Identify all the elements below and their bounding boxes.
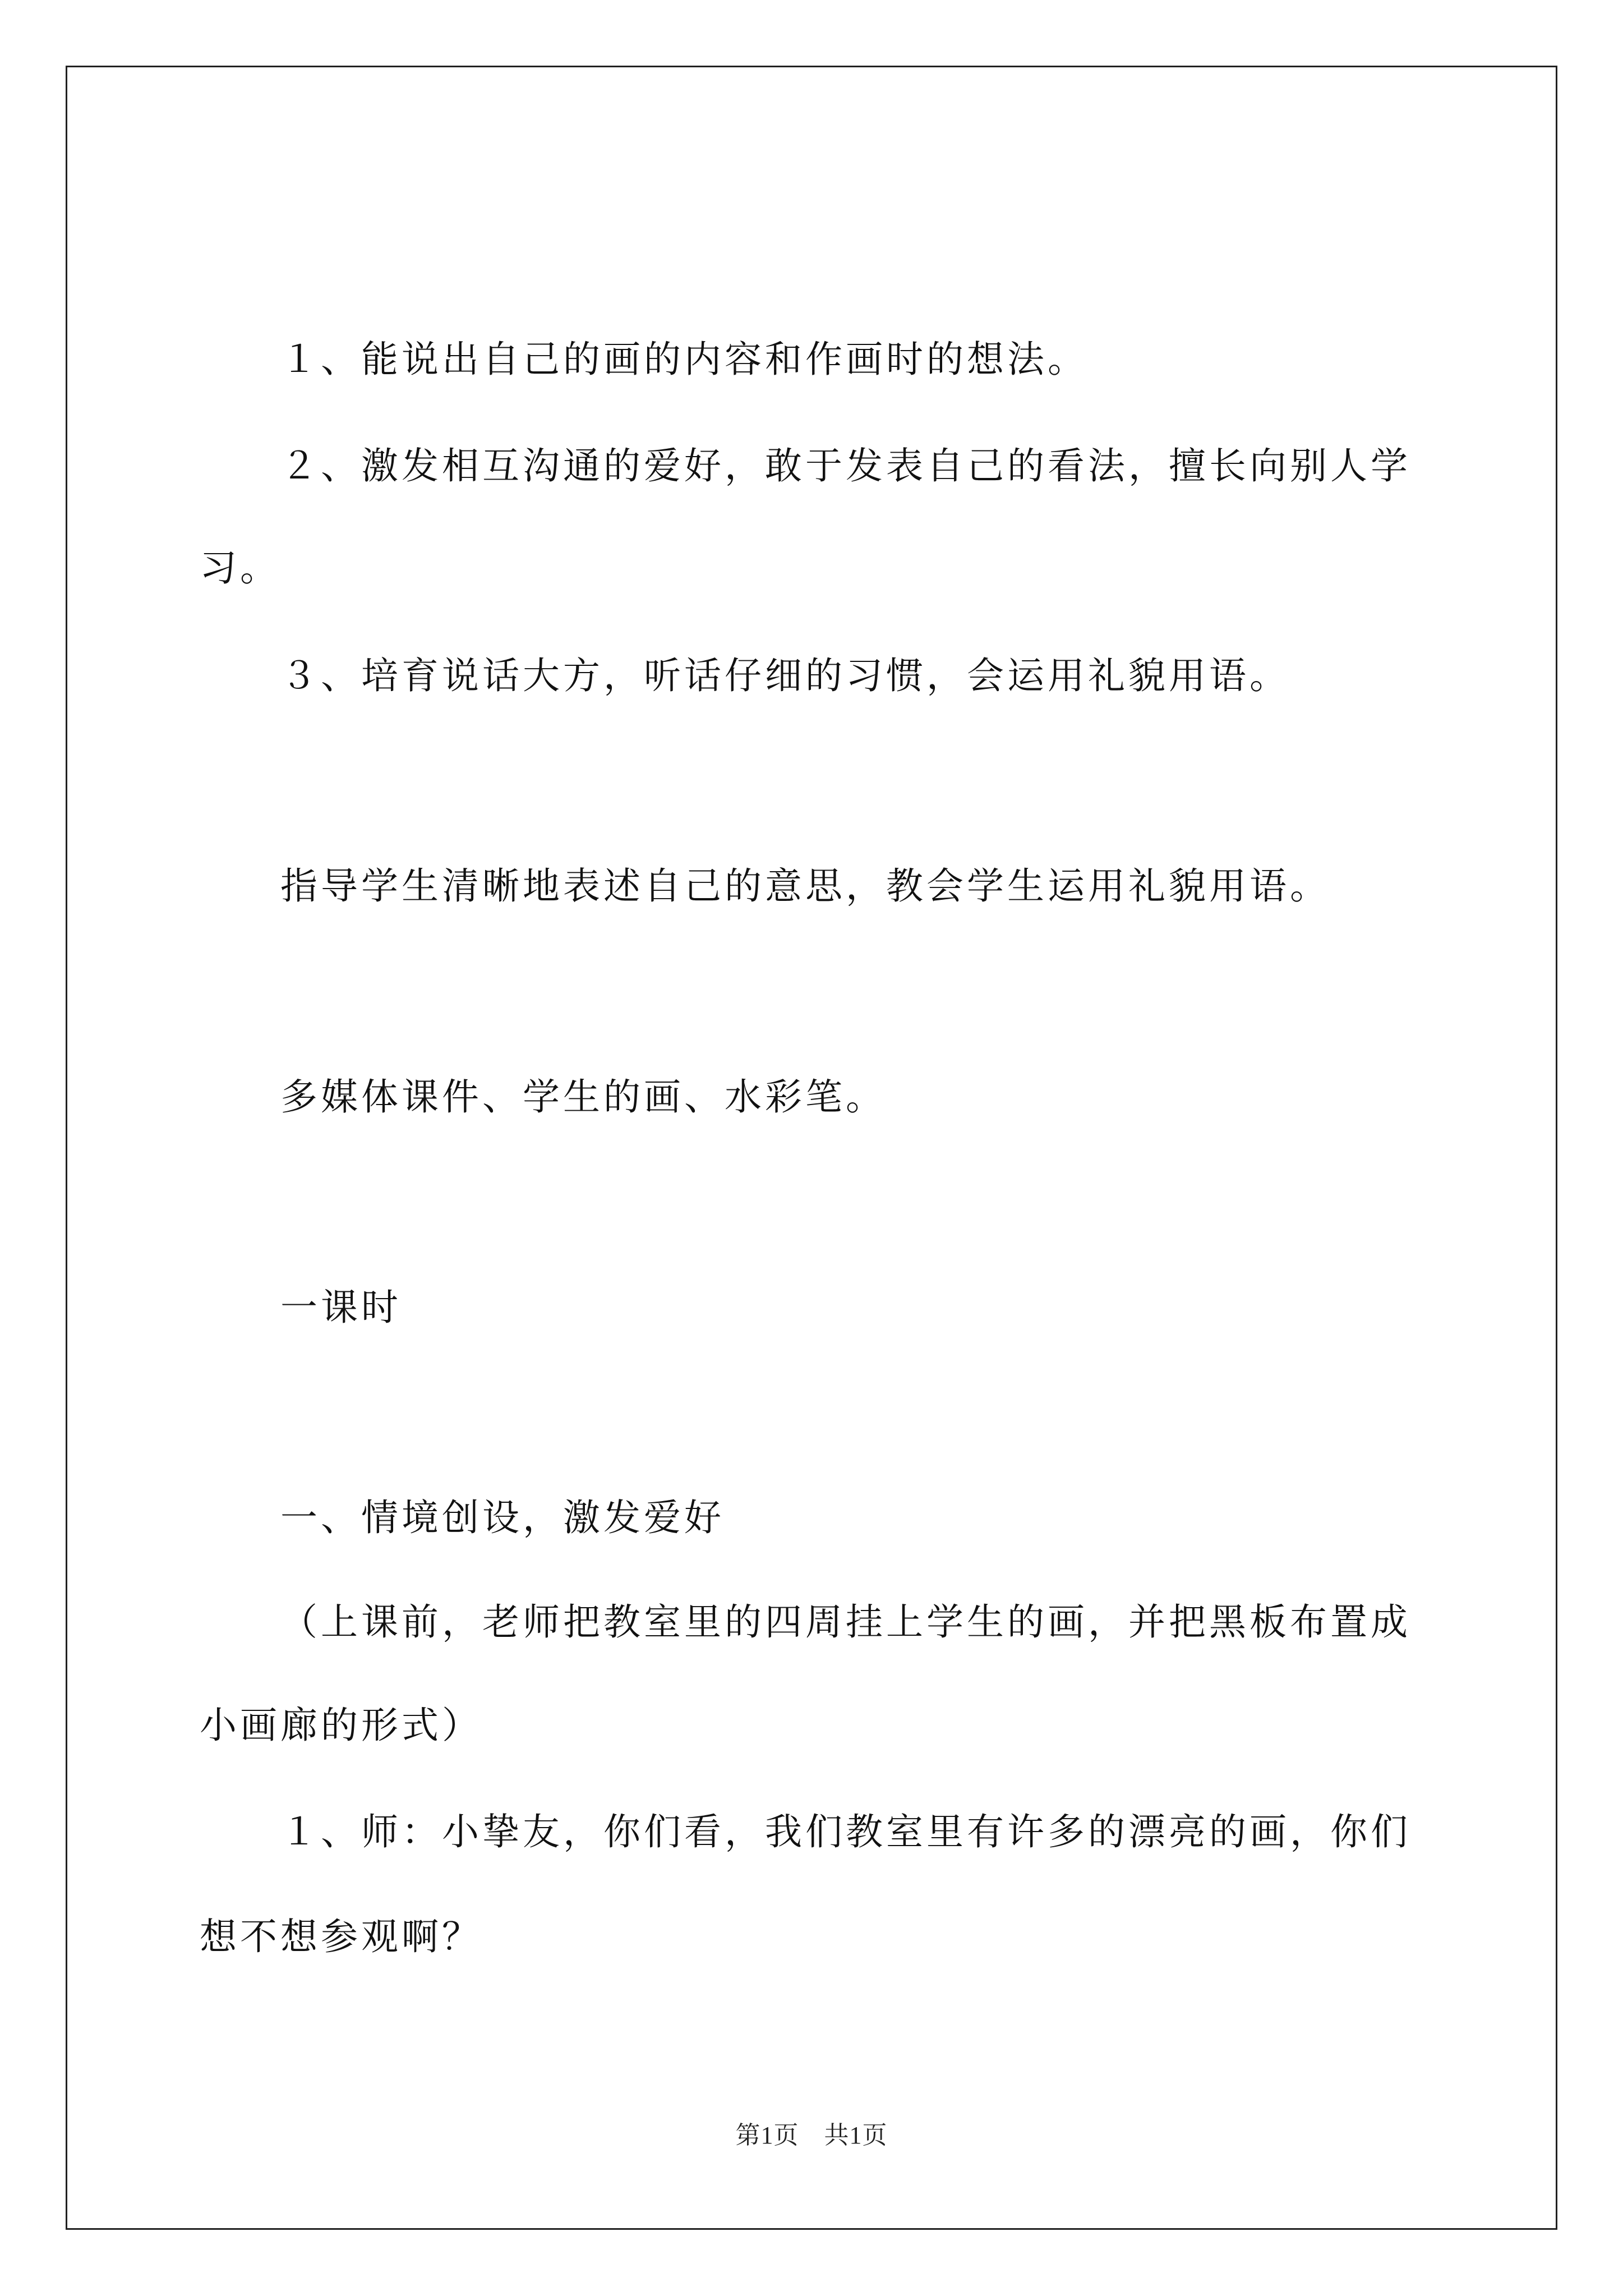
setup-text-line-2: 小画廊的形式） <box>200 1704 482 1747</box>
teacher-text-line-2: 想不想参观啊？ <box>200 1915 482 1958</box>
setup-text-line-1: （上课前，老师把教室里的四周挂上学生的画，并把黑板布置成 <box>280 1600 1411 1644</box>
goal-2-text-line-1: ２、激发相互沟通的爱好，敢于发表自己的看法，擅长向别人学 <box>280 444 1411 487</box>
page-footer: 第1页 共1页 <box>735 2122 888 2149</box>
teacher-text-line-1: １、师：小挚友，你们看，我们教室里有许多的漂亮的画，你们 <box>280 1810 1411 1853</box>
goal-1-text: １、能说出自己的画的内容和作画时的想法。 <box>280 338 1088 381</box>
key-point-text: 指导学生清晰地表述自己的意思，教会学生运用礼貌用语。 <box>280 864 1330 908</box>
page-border <box>66 66 1557 2230</box>
goal-2-text-line-2: 习。 <box>200 546 280 590</box>
section-heading: 一、情境创设，激发爱好 <box>280 1496 725 1539</box>
duration-text: 一课时 <box>280 1286 402 1329</box>
goal-3-text: ３、培育说话大方，听话仔细的习惯，会运用礼貌用语。 <box>280 654 1290 697</box>
materials-text: 多媒体课件、学生的画、水彩笔。 <box>280 1075 886 1119</box>
